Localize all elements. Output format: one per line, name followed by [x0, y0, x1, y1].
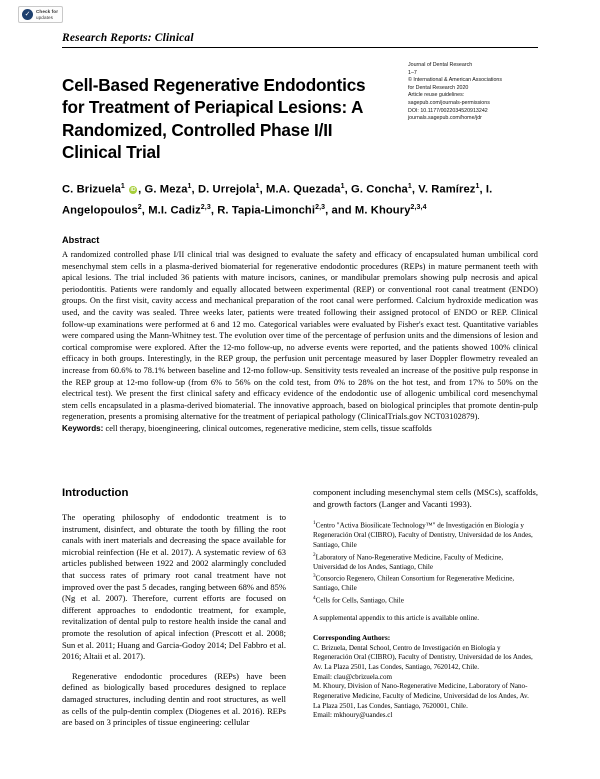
supplemental-note: A supplemental appendix to this article is available online. — [313, 614, 480, 623]
crossmark-label — [36, 9, 58, 20]
corresponding-authors-heading: Corresponding Authors: — [313, 632, 391, 642]
intro-paragraph-2-continued: component including mesenchymal stem cells (MSCs), scaffolds, and growth factors (Langer and Vacanti 1993). — [313, 487, 538, 509]
introduction-column-left — [62, 512, 286, 729]
crossmark-icon: ✓ — [22, 9, 33, 20]
corresponding-email-2[interactable]: Email: mkhoury@uandes.cl — [313, 711, 393, 720]
page-title: Cell-Based Regenerative Endodontics for Treatment of Periapical Lesions: A Randomized, Controlled Phase I/II Clinical Trial — [62, 74, 366, 163]
keywords-label: Keywords: — [62, 424, 104, 433]
affiliation-1: $^1$Centro "Activa Biosilicate Technology™" de Investigación en Biología y Regeneración Oral (CIBRO), Faculty of Dentistry, Universidad de los Andes, Santiago, Chile — [313, 520, 533, 549]
journal-reuse-label: Article reuse guidelines: — [408, 92, 465, 99]
journal-copyright-1: © International & American Associations — [408, 77, 502, 84]
introduction-heading: Introduction — [62, 487, 129, 499]
abstract-heading: Abstract — [62, 235, 100, 245]
intro-paragraph-1: The operating philosophy of endodontic treatment is to instrument, disinfect, and obturate the tooth by filling the root canals with inert materials and decreasing the space available for microbial reinfection (He et al. 2017). A systematic review of 63 articles published between 1922 and 2002 alarmingly concluded that success rates of primary root canal treatment have not improved over the past 5 decades, ranging between 68% and 85% (Ng et al. 2007). Therefore, current efforts are focused on different approaches to endodontic treatment, for example, revitalization of dental pulp to restore health inside the canal and promote the resolution of apical infection (Prescott et al. 2008; Sun et al. 2011; Huang and Garcia-Godoy 2014; Del Fabbro et al. 2016; Altaii et al. 2017). — [62, 512, 286, 662]
affiliation-3: $^3$Consorcio Regenero, Chilean Consortium for Regenerative Medicine, Santiago, Chile — [313, 573, 515, 593]
journal-permissions-link[interactable]: sagepub.com/journals-permissions — [408, 99, 490, 106]
crossmark-line2: updates — [36, 14, 54, 20]
corresponding-authors — [313, 644, 538, 722]
abstract-text: A randomized controlled phase I/II clinical trial was designed to evaluate the safety and efficacy of encapsulated human umbilical cord mesenchymal stem cells in a plasma-derived biomaterial for regenerative endodontic procedures (REPs) in mature permanent teeth with apical lesions. The trial included 36 patients with mature incisors, canines, or mandibular premolars showing pulp necrosis and apical periodontitis. Patients were randomly and equally allocated between experimental (REP) or conventional root canal treatment (ENDO) groups. On the first visit, cavity access and mechanical preparation of the root canal were performed. Calcium hydroxide medication was used, and the cavity was sealed. Three weeks later, patients were treated following their assigned protocol of ENDO or REP. Clinical follow-up examinations were performed at 6 and 12 mo. Categorical variables were evaluated by Fisher's exact test. Quantitative variables were compared using the Mann-Whitney test. The evolution over time of the percentage of perfusion units and the dimensions of lesion and cortical compromise were explored. After the 12-mo follow-up, no adverse events were reported, and the patients showed 100% clinical efficacy in both groups. Interestingly, in the REP group, the perfusion unit percentage measured by laser Doppler flowmetry revealed an increase from 60.6% to 78.1% between baseline and 12-mo follow-up. Sensitivity tests revealed an increase of the positive pulp response in the REP group at 12-mo follow-up (from 6% to 56% on the cold test, from 0% to 28% on the hot test, and from 17% to 50% on the electrical test). We present the first clinical safety and efficacy evidence of the endodontic use of allogenic umbilical cord mesenchymal stem cells encapsulated in a plasma-derived biomaterial. The innovative approach, based on biological principles that promote dentin-pulp regeneration, presents a promising alternative for the treatment of periapical pathology (ClinicalTrials.gov NCT03102879). — [62, 250, 538, 422]
intro-paragraph-2: Regenerative endodontic procedures (REPs) have been defined as biologically based procedures designed to replace damaged structures, including dentin and root structures, as well as cells of the pulp-dentin complex (Diogenes et al. 2016). REPs are based on 3 principles of tissue engineering: cellular — [62, 670, 286, 728]
keywords-text: cell therapy, bioengineering, clinical outcomes, regenerative medicine, stem cells, tissue scaffolds — [105, 424, 432, 433]
crossmark-badge[interactable] — [18, 6, 63, 23]
journal-name: Journal of Dental Research — [408, 62, 473, 68]
journal-pages: 1–7 — [408, 69, 417, 76]
author-list: C. Brizuela$^1$ iD , G. Meza$^1$, D. Urrejola$^1$, M.A. Quezada$^1$, G. Concha$^1$, V. Ramírez$^1$, I. Angelopoulos$^2$, M.I. Cadiz$^{2,3}$, R. Tapia-Limonchi$^{2,3}$, and M. Khoury$^{2,3,4}$ — [62, 178, 532, 219]
affiliation-2: $^2$Laboratory of Nano-Regenerative Medicine, Faculty of Medicine, Universidad de los Andes, Santiago, Chile — [313, 551, 504, 571]
running-head-text: Research Reports: Clinical — [62, 32, 194, 44]
keywords — [62, 423, 538, 435]
corresponding-author-2: M. Khoury, Division of Nano-Regenerative Medicine, Laboratory of Nano-Regenerative Medicine, Faculty of Medicine, Universidad de los Andes, Av. La Plaza 2501, Las Condes, Santiago, 7620001, Chile. — [313, 682, 529, 710]
journal-home-link[interactable]: journals.sagepub.com/home/jdr — [408, 115, 482, 122]
journal-copyright-2: for Dental Research 2020 — [408, 84, 469, 91]
corresponding-email-1[interactable]: Email: clau@cbrizuela.com — [313, 672, 393, 681]
affiliation-4: $^4$Cells for Cells, Santiago, Chile — [313, 595, 404, 605]
journal-metadata — [408, 62, 540, 123]
journal-doi[interactable]: DOI: 10.1177/0022034520913242 — [408, 107, 488, 114]
corresponding-author-1: C. Brizuela, Dental School, Centro de Investigación en Biología y Regeneración Oral (CIBRO), Faculty of Dentistry, Universidad de los Andes, Av. La Plaza 2501, Las Condes, Santiago, 7620142, Chile. — [313, 643, 533, 671]
affiliations — [313, 519, 538, 606]
introduction-column-right — [313, 487, 538, 721]
running-head — [62, 32, 538, 48]
crossmark-line1: Check for — [36, 9, 59, 15]
